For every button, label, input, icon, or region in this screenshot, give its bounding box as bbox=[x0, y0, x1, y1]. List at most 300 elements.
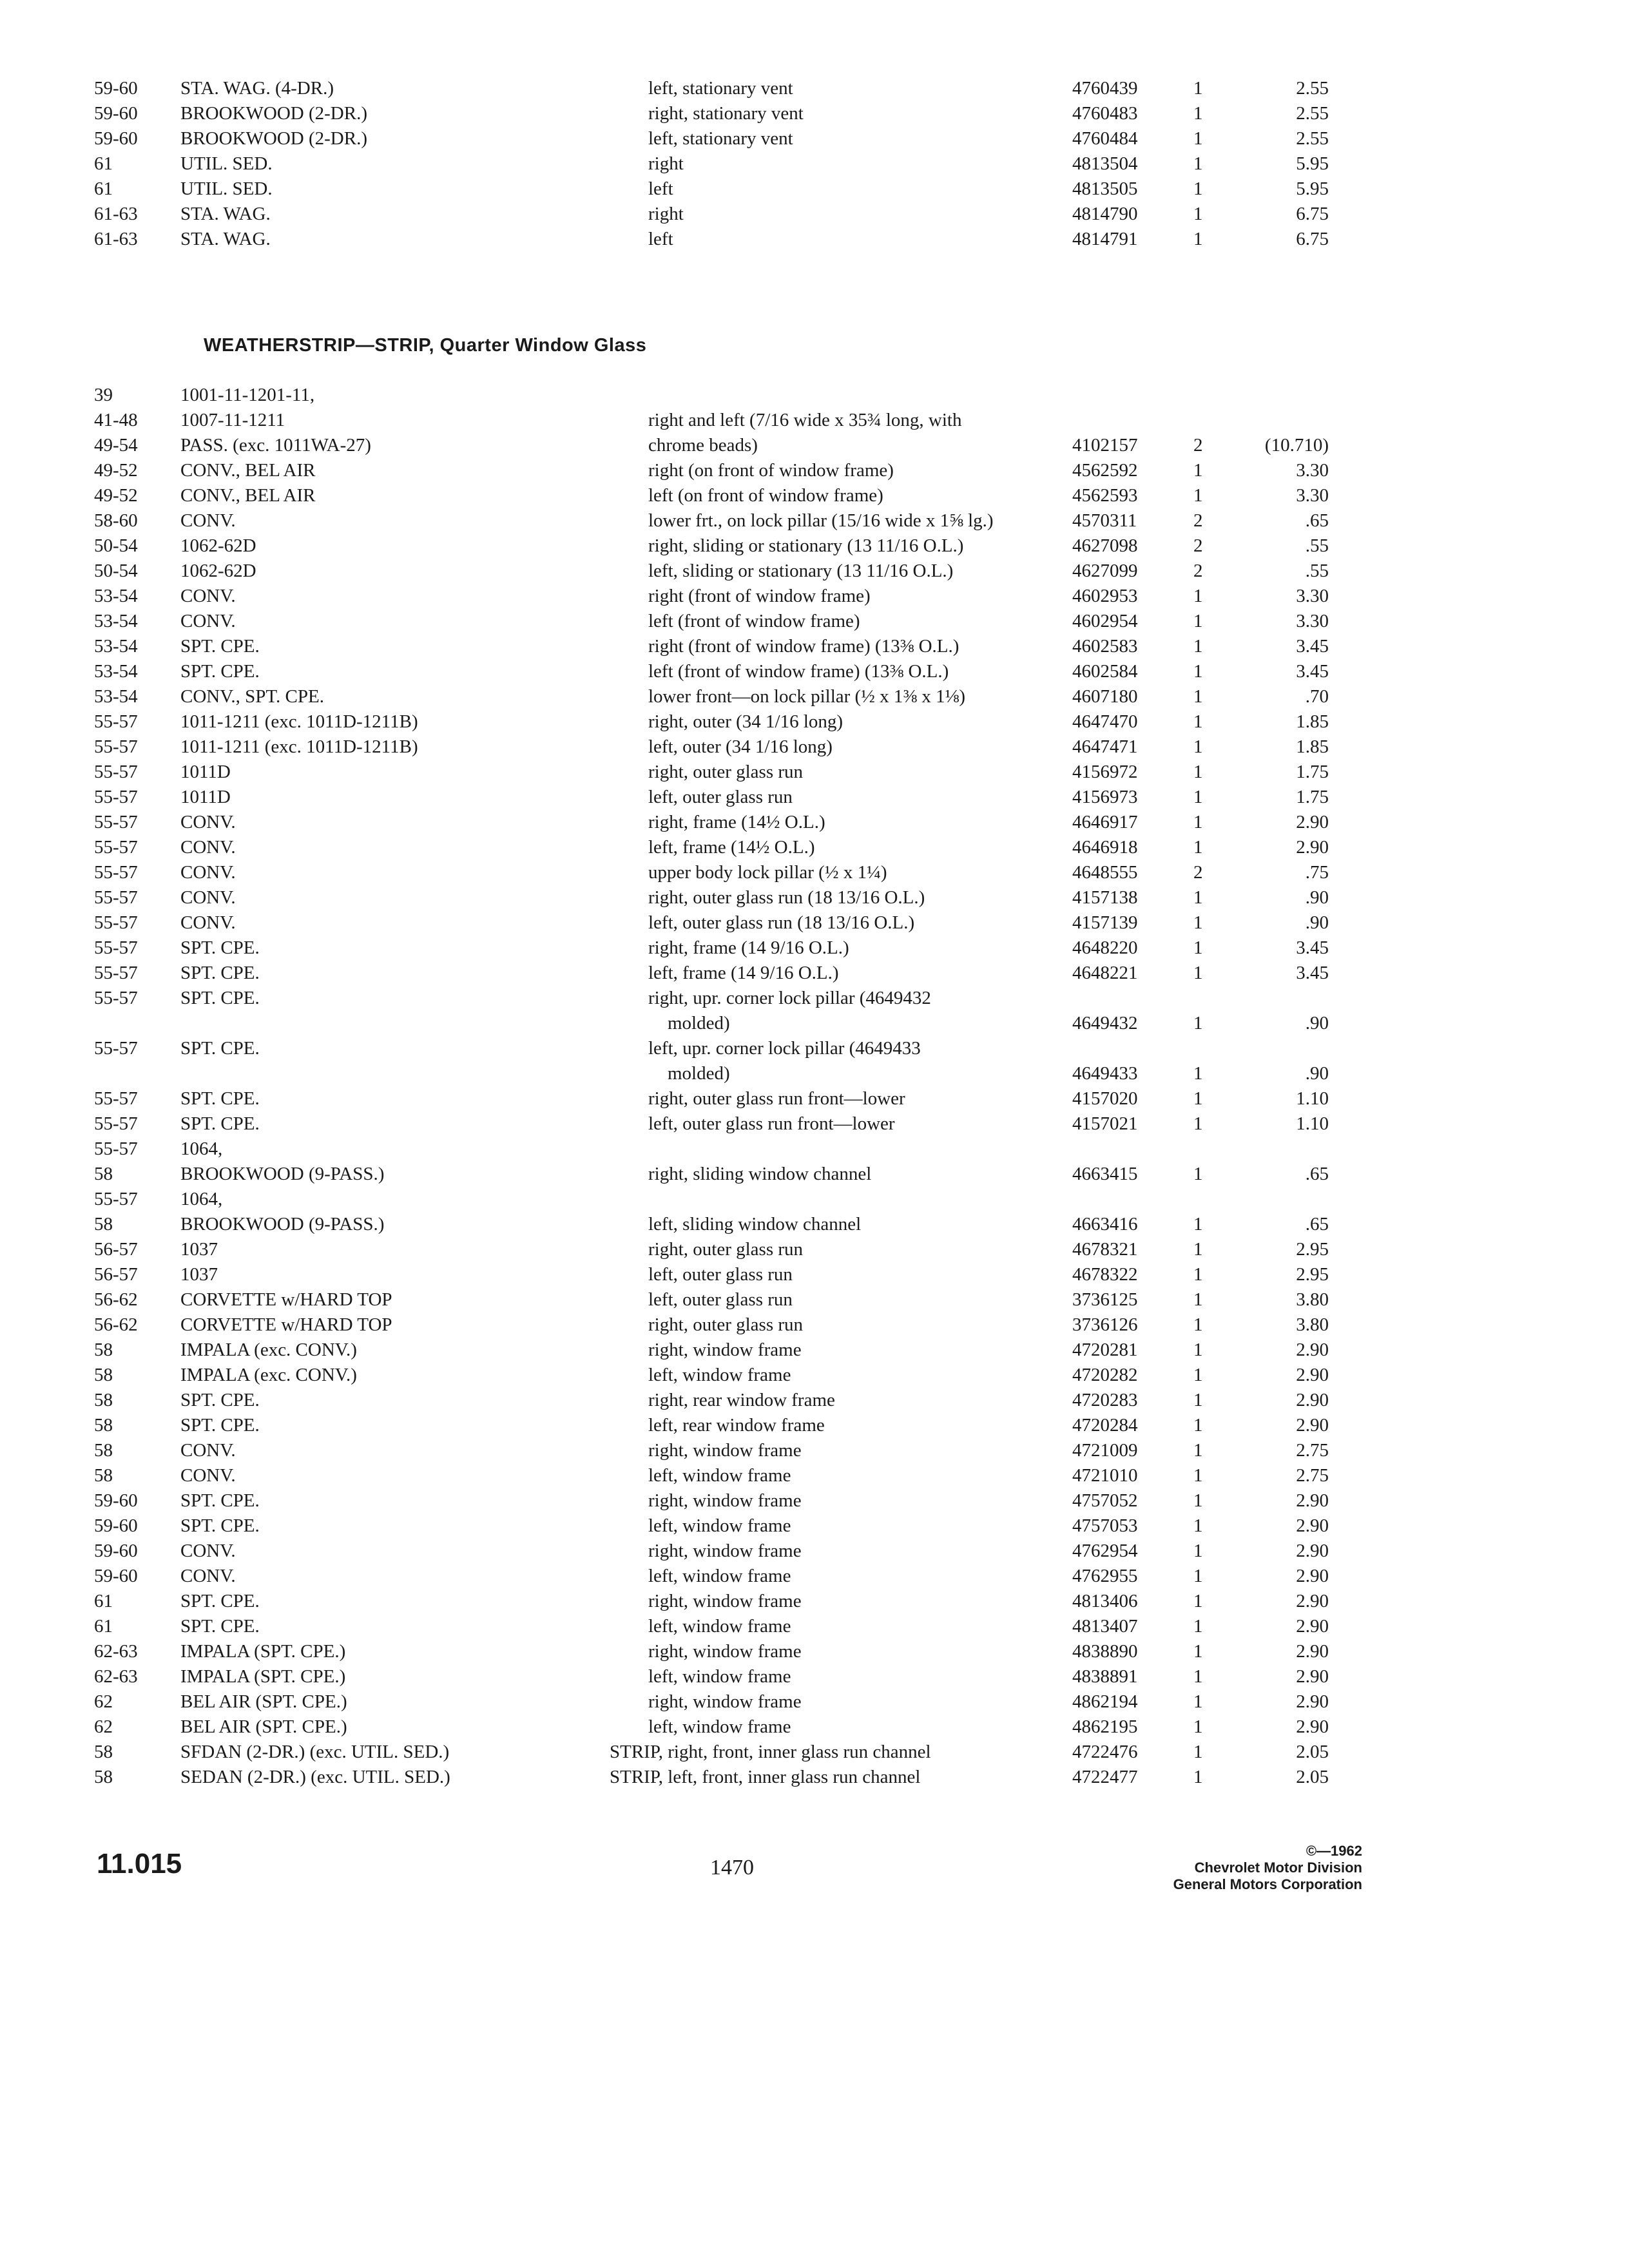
quantity-cell: 1 bbox=[1193, 1566, 1203, 1586]
year-cell: 55-57 bbox=[94, 1139, 138, 1159]
price-cell: .70 bbox=[1305, 686, 1329, 707]
price-cell: .55 bbox=[1305, 535, 1329, 556]
price-cell: .75 bbox=[1305, 862, 1329, 883]
price-cell: .65 bbox=[1305, 1164, 1329, 1184]
part-number-cell: 4602953 bbox=[1072, 586, 1138, 606]
part-number-cell: 4157020 bbox=[1072, 1088, 1138, 1109]
model-cell: 1011D bbox=[180, 787, 231, 807]
price-cell: 2.90 bbox=[1296, 1365, 1329, 1385]
year-cell: 55-57 bbox=[94, 862, 138, 883]
description-text: left, window frame bbox=[648, 1716, 791, 1737]
quantity-cell: 1 bbox=[1193, 229, 1203, 249]
model-cell: CONV., BEL AIR bbox=[180, 485, 316, 506]
table-row bbox=[94, 202, 1329, 227]
description-text: left, window frame bbox=[648, 1666, 791, 1687]
quantity-cell: 1 bbox=[1193, 1515, 1203, 1536]
price-cell: 2.90 bbox=[1296, 812, 1329, 832]
year-cell: 55-57 bbox=[94, 787, 138, 807]
description-cell bbox=[648, 1689, 1144, 1715]
section-heading: WEATHERSTRIP—STRIP, Quarter Window Glass bbox=[204, 335, 647, 356]
part-number-cell: 4762954 bbox=[1072, 1541, 1138, 1561]
description-cell bbox=[610, 1740, 1144, 1765]
table-row bbox=[94, 659, 1329, 684]
model-cell: 1064, bbox=[180, 1139, 223, 1159]
quantity-cell: 1 bbox=[1193, 1767, 1203, 1787]
description-cell bbox=[648, 936, 1144, 961]
table-row bbox=[94, 1539, 1329, 1564]
year-cell: 53-54 bbox=[94, 686, 138, 707]
model-cell: 1062-62D bbox=[180, 535, 256, 556]
description-cell bbox=[648, 1287, 1144, 1312]
table-row bbox=[94, 735, 1329, 760]
description-text: right, stationary vent bbox=[648, 103, 804, 124]
year-cell: 58 bbox=[94, 1415, 113, 1436]
description-text: left, stationary vent bbox=[648, 78, 793, 99]
quantity-cell: 2 bbox=[1193, 535, 1203, 556]
description-cell bbox=[648, 101, 1144, 126]
model-cell: CONV. bbox=[180, 1541, 236, 1561]
top-parts-table bbox=[94, 76, 1329, 252]
quantity-cell: 1 bbox=[1193, 1666, 1203, 1687]
year-cell: 50-54 bbox=[94, 561, 138, 581]
price-cell: 3.30 bbox=[1296, 611, 1329, 631]
part-number-cell: 4813504 bbox=[1072, 153, 1138, 174]
model-cell: SPT. CPE. bbox=[180, 636, 260, 657]
table-row bbox=[94, 533, 1329, 559]
quantity-cell: 1 bbox=[1193, 1415, 1203, 1436]
model-cell: CORVETTE w/HARD TOP bbox=[180, 1289, 392, 1310]
price-cell: 3.30 bbox=[1296, 586, 1329, 606]
price-cell: 1.75 bbox=[1296, 762, 1329, 782]
model-cell: 1037 bbox=[180, 1239, 218, 1260]
year-cell: 59-60 bbox=[94, 1490, 138, 1511]
model-cell: CONV. bbox=[180, 862, 236, 883]
price-cell: 6.75 bbox=[1296, 229, 1329, 249]
description-text: left, outer glass run bbox=[648, 787, 793, 807]
description-continuation: molded) bbox=[668, 1013, 730, 1033]
price-cell: 5.95 bbox=[1296, 153, 1329, 174]
description-cell bbox=[648, 1363, 1144, 1388]
section-number: 11.015 bbox=[97, 1848, 182, 1879]
description-text: left, window frame bbox=[648, 1566, 791, 1586]
table-row bbox=[94, 483, 1329, 508]
model-cell: STA. WAG. bbox=[180, 204, 271, 224]
price-cell: 2.90 bbox=[1296, 1641, 1329, 1662]
description-cell bbox=[648, 1086, 1144, 1111]
model-cell: BEL AIR (SPT. CPE.) bbox=[180, 1691, 347, 1712]
table-row bbox=[94, 785, 1329, 810]
description-text: right, window frame bbox=[648, 1340, 802, 1360]
year-cell: 58 bbox=[94, 1365, 113, 1385]
model-cell: CORVETTE w/HARD TOP bbox=[180, 1314, 392, 1335]
description-cell bbox=[648, 835, 1144, 860]
table-row bbox=[94, 1036, 1329, 1086]
part-number-cell: 4722476 bbox=[1072, 1742, 1138, 1762]
quantity-cell: 1 bbox=[1193, 1088, 1203, 1109]
table-row bbox=[94, 1463, 1329, 1488]
description-cell bbox=[648, 659, 1144, 684]
description-text: right, rear window frame bbox=[648, 1390, 835, 1410]
description-text: right, sliding or stationary (13 11/16 O.L.) bbox=[648, 535, 964, 556]
model-cell: PASS. (exc. 1011WA-27) bbox=[180, 435, 371, 456]
quantity-cell: 1 bbox=[1193, 1742, 1203, 1762]
quantity-cell: 1 bbox=[1193, 887, 1203, 908]
table-row bbox=[94, 885, 1329, 910]
part-number-cell: 4649432 bbox=[1072, 1013, 1138, 1033]
description-cell bbox=[648, 860, 1144, 885]
quantity-cell: 1 bbox=[1193, 937, 1203, 958]
table-row bbox=[94, 860, 1329, 885]
quantity-cell: 1 bbox=[1193, 1440, 1203, 1461]
description-cell bbox=[648, 1312, 1144, 1338]
table-row bbox=[94, 383, 1318, 408]
quantity-cell: 1 bbox=[1193, 1490, 1203, 1511]
part-number-cell: 4760484 bbox=[1072, 128, 1138, 149]
model-cell: 1062-62D bbox=[180, 561, 256, 581]
description-text: left, stationary vent bbox=[648, 128, 793, 149]
part-number-cell: 3736126 bbox=[1072, 1314, 1138, 1335]
year-cell: 55-57 bbox=[94, 988, 138, 1008]
part-number-cell: 4648555 bbox=[1072, 862, 1138, 883]
part-number-cell: 4862194 bbox=[1072, 1691, 1138, 1712]
table-row bbox=[94, 760, 1329, 785]
model-cell: CONV., SPT. CPE. bbox=[180, 686, 324, 707]
year-cell: 55-57 bbox=[94, 887, 138, 908]
quantity-cell: 1 bbox=[1193, 736, 1203, 757]
description-text: lower frt., on lock pillar (15/16 wide x 1⅝ lg.) bbox=[648, 510, 994, 531]
year-cell: 58 bbox=[94, 1440, 113, 1461]
part-number-cell: 4627098 bbox=[1072, 535, 1138, 556]
table-row bbox=[94, 1488, 1329, 1514]
table-row bbox=[94, 584, 1329, 609]
price-cell: 2.75 bbox=[1296, 1465, 1329, 1486]
price-cell: 3.45 bbox=[1296, 661, 1329, 682]
part-number-cell: 4663416 bbox=[1072, 1214, 1138, 1235]
table-row bbox=[94, 1312, 1329, 1338]
quantity-cell: 1 bbox=[1193, 1365, 1203, 1385]
description-text: right, window frame bbox=[648, 1591, 802, 1611]
description-cell bbox=[648, 584, 1144, 609]
quantity-cell: 1 bbox=[1193, 1541, 1203, 1561]
part-number-cell: 4156973 bbox=[1072, 787, 1138, 807]
price-cell: 3.30 bbox=[1296, 485, 1329, 506]
part-number-cell: 4720283 bbox=[1072, 1390, 1138, 1410]
description-text: left, window frame bbox=[648, 1515, 791, 1536]
quantity-cell: 1 bbox=[1193, 460, 1203, 481]
model-cell: UTIL. SED. bbox=[180, 153, 273, 174]
description-cell bbox=[648, 1237, 1144, 1262]
description-text: right bbox=[648, 153, 684, 174]
price-cell: 3.45 bbox=[1296, 636, 1329, 657]
description-text: right bbox=[648, 204, 684, 224]
part-number-cell: 4562592 bbox=[1072, 460, 1138, 481]
table-row bbox=[94, 1639, 1329, 1664]
description-cell bbox=[648, 735, 1144, 760]
quantity-cell: 1 bbox=[1193, 661, 1203, 682]
model-cell: 1011-1211 (exc. 1011D-1211B) bbox=[180, 736, 418, 757]
table-row bbox=[94, 1237, 1329, 1262]
year-cell: 58-60 bbox=[94, 510, 138, 531]
description-cell bbox=[648, 1589, 1144, 1614]
table-row bbox=[94, 227, 1329, 252]
price-cell: 2.90 bbox=[1296, 1340, 1329, 1360]
price-cell: 2.90 bbox=[1296, 1616, 1329, 1637]
year-cell: 55-57 bbox=[94, 912, 138, 933]
description-cell bbox=[648, 1664, 1144, 1689]
year-cell: 55-57 bbox=[94, 1189, 138, 1209]
price-cell: 3.80 bbox=[1296, 1289, 1329, 1310]
price-cell: .90 bbox=[1305, 1013, 1329, 1033]
price-cell: 3.45 bbox=[1296, 937, 1329, 958]
description-cell bbox=[648, 1212, 1144, 1237]
year-cell: 61 bbox=[94, 1616, 113, 1637]
description-text: chrome beads) bbox=[648, 435, 758, 456]
year-cell: 49-52 bbox=[94, 485, 138, 506]
year-cell: 53-54 bbox=[94, 611, 138, 631]
price-cell: 2.90 bbox=[1296, 1515, 1329, 1536]
quantity-cell: 1 bbox=[1193, 1591, 1203, 1611]
model-cell: CONV. bbox=[180, 510, 236, 531]
price-cell: 6.75 bbox=[1296, 204, 1329, 224]
part-number-cell: 4646917 bbox=[1072, 812, 1138, 832]
copyright-line: ©—1962 bbox=[1306, 1843, 1362, 1859]
model-cell: SPT. CPE. bbox=[180, 1515, 260, 1536]
part-number-cell: 4760439 bbox=[1072, 78, 1138, 99]
part-number-cell: 4814791 bbox=[1072, 229, 1138, 249]
quantity-cell: 2 bbox=[1193, 435, 1203, 456]
year-cell: 55-57 bbox=[94, 963, 138, 983]
model-cell: 1011-1211 (exc. 1011D-1211B) bbox=[180, 711, 418, 732]
description-text: right, outer glass run bbox=[648, 762, 804, 782]
quantity-cell: 1 bbox=[1193, 485, 1203, 506]
description-cell bbox=[648, 508, 1144, 533]
table-row bbox=[94, 1086, 1329, 1111]
year-cell: 58 bbox=[94, 1164, 113, 1184]
price-cell: 2.05 bbox=[1296, 1767, 1329, 1787]
model-cell: CONV. bbox=[180, 912, 236, 933]
description-text: left, sliding or stationary (13 11/16 O.L.) bbox=[648, 561, 954, 581]
table-row bbox=[94, 559, 1329, 584]
table-row bbox=[94, 936, 1329, 961]
description-text: left, outer glass run (18 13/16 O.L.) bbox=[648, 912, 915, 933]
year-cell: 59-60 bbox=[94, 1541, 138, 1561]
model-cell: SEDAN (2-DR.) (exc. UTIL. SED.) bbox=[180, 1767, 450, 1787]
description-text: right (front of window frame) bbox=[648, 586, 871, 606]
description-cell bbox=[648, 1438, 1144, 1463]
description-cell bbox=[648, 1639, 1144, 1664]
price-cell: .65 bbox=[1305, 510, 1329, 531]
year-cell: 61 bbox=[94, 1591, 113, 1611]
description-text: left, outer glass run bbox=[648, 1289, 793, 1310]
description-cell bbox=[648, 910, 1144, 936]
part-number-cell: 4646918 bbox=[1072, 837, 1138, 858]
price-cell: 1.75 bbox=[1296, 787, 1329, 807]
price-cell: .55 bbox=[1305, 561, 1329, 581]
part-number-cell: 4663415 bbox=[1072, 1164, 1138, 1184]
model-cell: BROOKWOOD (9-PASS.) bbox=[180, 1214, 385, 1235]
year-cell: 53-54 bbox=[94, 661, 138, 682]
publisher-credit bbox=[1173, 1843, 1362, 1893]
model-cell: SPT. CPE. bbox=[180, 1591, 260, 1611]
model-cell: 1001-11-1201-11, bbox=[180, 385, 315, 405]
table-row bbox=[94, 433, 1329, 458]
year-cell: 55-57 bbox=[94, 1113, 138, 1134]
model-cell: CONV. bbox=[180, 1465, 236, 1486]
part-number-cell: 4838891 bbox=[1072, 1666, 1138, 1687]
price-cell: 2.95 bbox=[1296, 1264, 1329, 1285]
description-text: right (front of window frame) (13⅜ O.L.) bbox=[648, 636, 959, 657]
part-number-cell: 4570311 bbox=[1072, 510, 1137, 531]
description-text: left, upr. corner lock pillar (4649433 bbox=[648, 1038, 921, 1059]
table-row bbox=[94, 1715, 1329, 1740]
description-cell bbox=[648, 559, 1144, 584]
year-cell: 55-57 bbox=[94, 762, 138, 782]
description-cell bbox=[648, 1614, 1144, 1639]
description-cell bbox=[648, 1111, 1144, 1137]
price-cell: 2.90 bbox=[1296, 1666, 1329, 1687]
weatherstrip-parts-table bbox=[94, 383, 1329, 1790]
price-cell: 3.80 bbox=[1296, 1314, 1329, 1335]
model-cell: SPT. CPE. bbox=[180, 937, 260, 958]
quantity-cell: 1 bbox=[1193, 611, 1203, 631]
year-cell: 39 bbox=[94, 385, 113, 405]
price-cell: 5.95 bbox=[1296, 178, 1329, 199]
year-cell: 55-57 bbox=[94, 736, 138, 757]
year-cell: 55-57 bbox=[94, 812, 138, 832]
quantity-cell: 1 bbox=[1193, 1264, 1203, 1285]
description-cell bbox=[648, 177, 1144, 202]
description-text: right, frame (14 9/16 O.L.) bbox=[648, 937, 849, 958]
table-row bbox=[94, 1262, 1329, 1287]
quantity-cell: 1 bbox=[1193, 1390, 1203, 1410]
table-row bbox=[94, 76, 1329, 101]
quantity-cell: 1 bbox=[1193, 1340, 1203, 1360]
year-cell: 56-62 bbox=[94, 1289, 138, 1310]
quantity-cell: 1 bbox=[1193, 1214, 1203, 1235]
table-row bbox=[94, 1111, 1329, 1137]
description-cell bbox=[610, 1765, 1144, 1790]
model-cell: 1064, bbox=[180, 1189, 223, 1209]
description-text: left (on front of window frame) bbox=[648, 485, 883, 506]
description-text: left, outer (34 1/16 long) bbox=[648, 736, 833, 757]
table-row bbox=[94, 1514, 1329, 1539]
part-number-cell: 4721010 bbox=[1072, 1465, 1138, 1486]
description-cell bbox=[648, 1488, 1144, 1514]
description-cell bbox=[648, 1539, 1144, 1564]
quantity-cell: 1 bbox=[1193, 178, 1203, 199]
model-cell: BROOKWOOD (2-DR.) bbox=[180, 128, 367, 149]
description-cell bbox=[648, 533, 1144, 559]
part-number-cell: 4647470 bbox=[1072, 711, 1138, 732]
part-number-cell: 4814790 bbox=[1072, 204, 1138, 224]
quantity-cell: 1 bbox=[1193, 812, 1203, 832]
quantity-cell: 1 bbox=[1193, 1239, 1203, 1260]
model-cell: IMPALA (SPT. CPE.) bbox=[180, 1666, 346, 1687]
description-cell bbox=[648, 986, 1144, 1036]
part-number-cell: 4862195 bbox=[1072, 1716, 1138, 1737]
description-text: right, window frame bbox=[648, 1440, 802, 1461]
table-row bbox=[94, 458, 1329, 483]
model-cell: CONV. bbox=[180, 887, 236, 908]
table-row bbox=[94, 508, 1329, 533]
description-text: right and left (7/16 wide x 35¾ long, with bbox=[648, 410, 962, 430]
part-number-cell: 4757052 bbox=[1072, 1490, 1138, 1511]
description-text: left, outer glass run front—lower bbox=[648, 1113, 895, 1134]
model-cell: SPT. CPE. bbox=[180, 661, 260, 682]
year-cell: 58 bbox=[94, 1767, 113, 1787]
price-cell: 1.85 bbox=[1296, 711, 1329, 732]
description-cell bbox=[648, 634, 1144, 659]
part-number-cell: 4720284 bbox=[1072, 1415, 1138, 1436]
year-cell: 56-62 bbox=[94, 1314, 138, 1335]
model-cell: STA. WAG. (4-DR.) bbox=[180, 78, 334, 99]
model-cell: BEL AIR (SPT. CPE.) bbox=[180, 1716, 347, 1737]
year-cell: 58 bbox=[94, 1465, 113, 1486]
quantity-cell: 1 bbox=[1193, 586, 1203, 606]
year-cell: 55-57 bbox=[94, 1088, 138, 1109]
part-number-cell: 4838890 bbox=[1072, 1641, 1138, 1662]
table-row bbox=[94, 961, 1329, 986]
part-number-cell: 4562593 bbox=[1072, 485, 1138, 506]
quantity-cell: 1 bbox=[1193, 78, 1203, 99]
description-text: left, window frame bbox=[648, 1365, 791, 1385]
quantity-cell: 1 bbox=[1193, 636, 1203, 657]
description-text: right, frame (14½ O.L.) bbox=[648, 812, 825, 832]
model-cell: 1037 bbox=[180, 1264, 218, 1285]
table-row bbox=[94, 1589, 1329, 1614]
year-cell: 55-57 bbox=[94, 937, 138, 958]
price-cell: 1.10 bbox=[1296, 1088, 1329, 1109]
part-number-cell: 4813407 bbox=[1072, 1616, 1138, 1637]
description-cell bbox=[648, 202, 1144, 227]
table-row bbox=[94, 609, 1329, 634]
corporation-line: General Motors Corporation bbox=[1173, 1876, 1362, 1892]
part-number-cell: 4720282 bbox=[1072, 1365, 1138, 1385]
part-number-cell: 4762955 bbox=[1072, 1566, 1138, 1586]
part-number-cell: 4648221 bbox=[1072, 963, 1138, 983]
model-cell: SPT. CPE. bbox=[180, 988, 260, 1008]
model-cell: SPT. CPE. bbox=[180, 1088, 260, 1109]
model-cell: STA. WAG. bbox=[180, 229, 271, 249]
table-row bbox=[94, 101, 1329, 126]
year-cell: 56-57 bbox=[94, 1264, 138, 1285]
part-number-cell: 3736125 bbox=[1072, 1289, 1138, 1310]
price-cell: 1.10 bbox=[1296, 1113, 1329, 1134]
price-cell: 2.90 bbox=[1296, 1390, 1329, 1410]
description-cell bbox=[648, 1715, 1144, 1740]
quantity-cell: 1 bbox=[1193, 1691, 1203, 1712]
quantity-cell: 1 bbox=[1193, 128, 1203, 149]
description-cell bbox=[648, 760, 1144, 785]
year-cell: 49-54 bbox=[94, 435, 138, 456]
quantity-cell: 1 bbox=[1193, 1113, 1203, 1134]
part-number-cell: 4722477 bbox=[1072, 1767, 1138, 1787]
table-row bbox=[94, 634, 1329, 659]
table-row bbox=[94, 1438, 1329, 1463]
year-cell: 41-48 bbox=[94, 410, 138, 430]
description-text: STRIP, right, front, inner glass run channel bbox=[610, 1742, 931, 1762]
model-cell: SPT. CPE. bbox=[180, 1415, 260, 1436]
year-cell: 58 bbox=[94, 1214, 113, 1235]
description-text: right, outer glass run bbox=[648, 1314, 804, 1335]
description-cell bbox=[648, 1162, 1144, 1187]
table-row bbox=[94, 709, 1329, 735]
year-cell: 59-60 bbox=[94, 103, 138, 124]
price-cell: 2.90 bbox=[1296, 1541, 1329, 1561]
quantity-cell: 1 bbox=[1193, 1641, 1203, 1662]
table-row bbox=[94, 177, 1329, 202]
table-row bbox=[94, 1162, 1329, 1187]
